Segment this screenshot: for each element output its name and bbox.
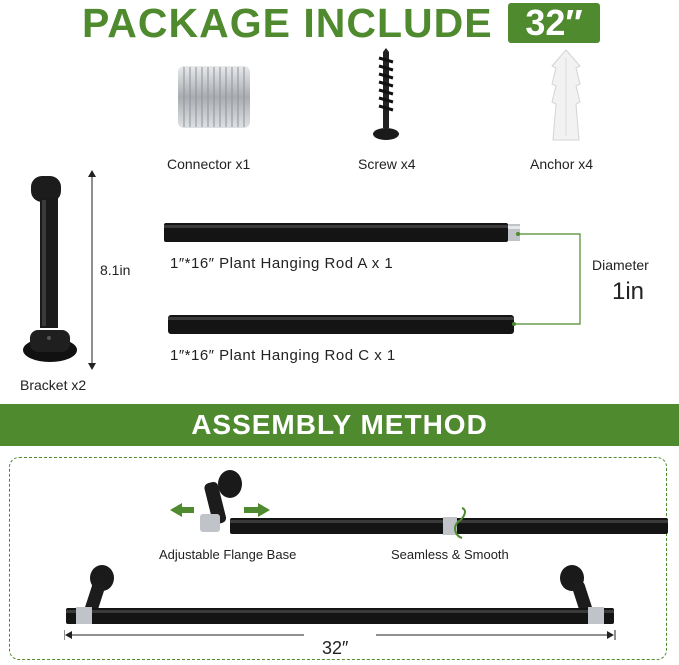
connector-image [176,64,252,130]
seamless-label: Seamless & Smooth [391,547,509,562]
rod-a-image [164,220,524,246]
flange-label: Adjustable Flange Base [159,547,297,562]
bracket-label: Bracket x2 [20,377,87,393]
anchor-label: Anchor x4 [530,156,594,172]
diameter-label: Diameter [592,257,649,273]
assembled-rod-image [60,564,620,624]
screw-label: Screw x4 [358,156,416,172]
rod-c-label: 1″*16″ Plant Hanging Rod C x 1 [170,347,396,364]
bracket-height-dimension [86,170,98,370]
size-badge: 32″ [508,3,600,43]
rod-a-label: 1″*16″ Plant Hanging Rod A x 1 [170,255,394,272]
rod-c-image [168,312,518,338]
diameter-value: 1in [612,278,645,305]
joined-rod-image [230,500,670,540]
connector-label: Connector x1 [167,156,251,172]
total-length-label: 32″ [322,638,349,658]
screw-image [371,48,401,144]
bracket-height-label: 8.1in [100,262,131,278]
bracket-image [20,170,92,370]
diameter-connector-line [510,228,590,328]
assembly-title: ASSEMBLY METHOD [191,409,488,440]
package-title: PACKAGE INCLUDE [82,0,493,46]
anchor-image [546,48,586,144]
